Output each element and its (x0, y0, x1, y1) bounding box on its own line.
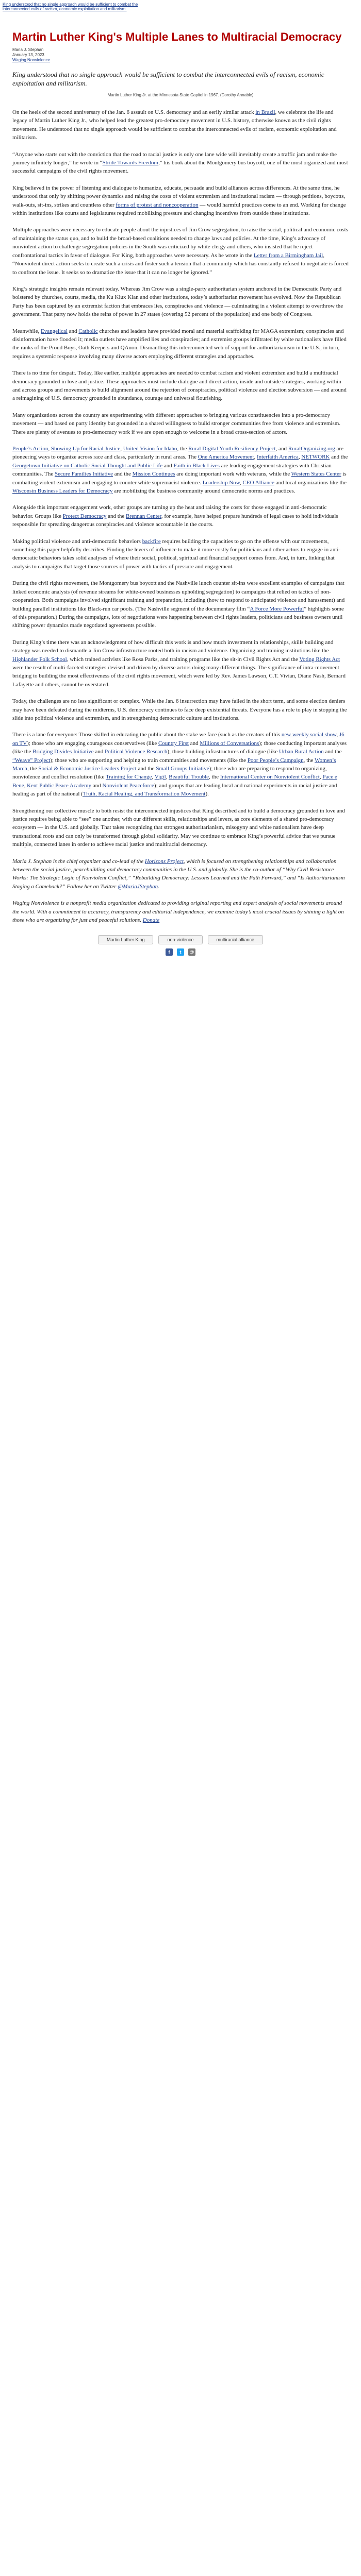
inline-link[interactable]: Donate (142, 917, 160, 924)
text-run: During King’s time there was an acknowledgment of how difficult this work is and how much investment in relationships, skills building and strategy was needed to dismantle a Jim Crow infrastructure rooted both in racism and violence. Organizing and training institutions like the (12, 639, 334, 654)
body-paragraph (12, 731, 349, 798)
inline-link[interactable]: A Force More Powerful (250, 605, 304, 612)
text-run: are leading engagement strategies with Christian communities. The (12, 462, 332, 478)
text-run: , which trained activists like Rosa Parks, and training programs like the sit-in Civil Rights Act and the (67, 656, 300, 663)
inline-link[interactable]: forms of protest and noncooperation (116, 201, 199, 208)
inline-link[interactable]: Secure Families Initiative (54, 471, 113, 478)
body-paragraph (12, 445, 349, 495)
body-paragraph (12, 503, 349, 529)
tag-pill[interactable]: non-violence (158, 935, 202, 944)
body-paragraph (12, 150, 349, 176)
text-run: are mobilizing the business community around democratic norms and practices. (112, 488, 296, 495)
body-paragraph (12, 226, 349, 276)
inline-link[interactable]: Voting Rights Act (299, 656, 340, 663)
inline-link[interactable]: Western States Center (291, 471, 341, 478)
article-title: Martin Luther King's Multiple Lanes to Multiracial Democracy (12, 30, 342, 43)
inline-link[interactable]: Urban Rural Action (278, 749, 324, 755)
text-run: ). (205, 791, 209, 798)
text-run: and (93, 749, 105, 755)
text-run: , (254, 454, 257, 461)
text-run: and (67, 328, 79, 334)
body-paragraph (12, 697, 349, 722)
text-run: ); and groups that are leading local and national experiments in racial justice and healing as part of the national ( (12, 782, 337, 798)
text-run: and the (136, 766, 156, 772)
text-run: Multiple approaches were necessary to educate people about the injustices of Jim Crow segregation, to raise the social, political and economic costs of maintaining the status quo, and to build the broad-based coalitions needed to change laws and policies. At the time, King’s advocacy of nonviolent action to challenge segregation policies in the South was criticized by white clergy and others, who insisted that he reject confrontational tactics in favor of dialogue. For King, both approaches were necessary. As he wrote in the (12, 227, 348, 259)
tag-pill[interactable]: multiracial alliance (208, 935, 264, 944)
text-run: On the heels of the second anniversary of the Jan. 6 assault on U.S. democracy and an eerily similar attack (12, 109, 256, 115)
inline-link[interactable]: Protect Democracy (62, 513, 107, 519)
bio-paragraph (12, 899, 349, 924)
inline-link[interactable]: Truth, Racial Healing, and Transformation Movement (83, 791, 206, 798)
text-run: , (120, 446, 123, 452)
inline-link[interactable]: Wisconsin Business Leaders for Democracy (12, 488, 113, 495)
inline-link[interactable]: Rural Digital Youth Resiliency Project (188, 446, 276, 452)
text-run: Strengthening our collective muscle to both resist the interconnected injustices that King described and to build a democracy grounded in love and justice requires being able to “see” one another, with our different skills, relationships and levers, as core elements of a shared pro-democracy ecosystem — in the U.S. and globally. That takes recognizing that strongest authoritarianism, misogyny and white nationalism have deep transnational roots and can only be transformed through global solidarity. May we continue to embrace King’s powerful advice that we pursue multiple, connected lanes in order to achieve racial justice and multiracial democracy. (12, 807, 345, 848)
inline-link[interactable]: Faith in Black Lives (173, 462, 220, 469)
inline-link[interactable]: One America Movement (198, 454, 254, 461)
text-run: , (166, 774, 169, 781)
inline-link[interactable]: RuralOrganizing.org (288, 446, 335, 452)
inline-link[interactable]: Vigil (154, 774, 166, 781)
inline-link[interactable]: CEO Alliance (242, 479, 274, 486)
text-run: , the (177, 446, 189, 452)
inline-link[interactable]: “Weave” Project (12, 757, 51, 764)
inline-link[interactable]: Bridging Divides Initiative (32, 749, 94, 755)
text-run: ); those building infrastructures of dialogue (like (167, 749, 279, 755)
facebook-icon[interactable]: f (166, 948, 173, 956)
inline-link[interactable]: NETWORK (301, 454, 330, 461)
text-run: and the (106, 513, 126, 519)
text-run: and (91, 782, 103, 789)
text-run: , (48, 446, 51, 452)
inline-link[interactable]: Interfaith America (256, 454, 299, 461)
text-run: . (158, 883, 159, 890)
text-run: , (298, 454, 302, 461)
inline-link[interactable]: Showing Up for Racial Justice (51, 446, 121, 452)
text-run: , which is focused on strengthening relationships and collaboration between the social justice, peacebuilding and democracy communities in the U.S. and globally. She is the co-author of “Why Civil Resistance Works: The Strategic Logic of Nonviolent Conflict,” “Rebuilding Democracy: Lessons Learned and the Path Forward,” and “Is Authoritarianism Staging a Comeback?” Follow her on Twitter (12, 858, 345, 890)
inline-link[interactable]: Catholic (78, 328, 98, 334)
text-run: and (188, 740, 200, 747)
inline-link[interactable]: Women’s March (12, 757, 336, 772)
text-run: Today, the challenges are no less significant or complex. While the Jan. 6 insurrection may have failed in the short term, and some election deniers may have been defeated during the midterms, U.S. democracy continues to face deep existential threats. Everyone has a role to play in stopping the slide into political violence and extremism, and in strengthening democratic culture and institutions. (12, 698, 347, 721)
text-run: King’s strategic insights remain relevant today. Whereas Jim Crow was a single-party authoritarian system anchored in the Democratic Party and bolstered by churches, courts, media, the Ku Klux Klan and other institutions, today’s authoritarian movement has evolved. Now the Republican Party has been captured by an extremist faction that embraces lies, conspiracies and violence — culminating in a violent attempt to overthrow the government. That party now holds the reins of power in 27 states (covering 52 percent of the population) and one body of Congress. (12, 285, 343, 318)
text-run: and the (113, 471, 133, 478)
inline-link[interactable]: Small Groups Initiative (156, 766, 209, 772)
text-run: , (24, 782, 27, 789)
text-run: ); those who are preparing to respond to organizing, nonviolence and conflict resolution (like (12, 766, 327, 781)
inline-link[interactable]: Stride Towards Freedom (102, 160, 158, 166)
tag-pill[interactable]: Martin Luther King (98, 935, 154, 944)
inline-link[interactable]: Mission Continues (132, 471, 175, 478)
text-run: , “Nonviolent direct action seeks to create such a crisis and foster such a tension that a community which has constantly refused to negotiate is forced to confront the issue. It seeks so to dramatize the issue that it can no longer be ignored.” (12, 252, 349, 276)
text-run: and the (323, 749, 342, 755)
text-run: ,” his book about the Montgomery bus boycott, one of the most organized and most successful campaigns of the civil rights movement. (12, 160, 348, 175)
byline (12, 47, 349, 63)
text-run: Meanwhile, (12, 328, 41, 334)
text-run: , (319, 774, 323, 781)
inline-link[interactable]: International Center on Nonviolent Conflict (220, 774, 320, 781)
body-paragraph (12, 369, 349, 403)
text-run: , we celebrate the life and legacy of Martin Luther King Jr., who helped lead the greatest pro-democracy movement in U.S. history, otherwise known as the civil rights movement. He understood that no single approach would be sufficient to combat the interconnected evils of racism, economic exploitation and militarism. (12, 109, 337, 141)
text-run: ); those conducting important analyses (like the (12, 740, 347, 755)
text-run: churches and leaders have provided moral and material scaffolding for MAGA extremism; conspiracies and disinformation have flooded it; media outlets have amplified lies and conspiracies; and extremist groups infiltrated by white nationalists have filled the ranks of the Proud Boys, Oath Keepers and QAnon. Dismantling this interconnected web of support for authoritarianism in the U.S., in turn, requires a systemic response involving many diverse actors employing different strategies and approaches. (12, 328, 347, 360)
twitter-icon[interactable]: t (177, 948, 184, 956)
inline-link[interactable]: backfire (142, 538, 161, 545)
inline-link[interactable]: @MariaJStephan (118, 883, 158, 890)
inline-link[interactable]: Social & Economic Justice Leaders Project (38, 766, 137, 772)
article-lead: King understood that no single approach would be sufficient to combat the interconnected evils of racism, economic exploitation and militarism. (12, 71, 324, 87)
body-paragraph (12, 184, 349, 218)
inline-link[interactable]: in Brazil (255, 109, 275, 115)
inline-link[interactable]: J6 on TV (12, 732, 344, 747)
body-paragraph (12, 108, 349, 142)
email-icon[interactable]: @ (188, 948, 195, 956)
photo-caption: Martin Luther King Jr. at the Minnesota State Capitol in 1967. (Dorothy Annable) (107, 93, 254, 97)
source-link[interactable]: Waging Nonviolence (12, 58, 51, 62)
article-body (12, 108, 349, 849)
inline-link[interactable]: Training for Change (105, 774, 152, 781)
inline-link[interactable]: Kent Public Peace Academy (27, 782, 92, 789)
text-run: During the civil rights movement, the Montgomery bus boycott and the Nashville lunch counter sit-ins were excellent examples of campaigns that linked economic analysis (of revenue streams for white-owned businesses upholding segregation) to campaigns that relied on tactics of non-cooperation. Both campaigns involved significant training and preparation, including (how to respond to anticipated violence and harassment) and building parallel institutions like Black-run car pools. (The Nashville segment of the documentary film “ (12, 580, 345, 612)
text-run: ); those who are engaging courageous conservatives (like (27, 740, 158, 747)
text-run: ” highlights some of this preparation.) During the campaigns, lots of negotiations were happening between civil rights leaders, politicians and business owners until shifting power dynamics made negotiated agreements possible. (12, 605, 344, 629)
inline-link[interactable]: Poor People’s Campaign (247, 757, 304, 764)
inline-link[interactable]: Highlander Folk School (12, 656, 67, 663)
body-paragraph (12, 579, 349, 630)
text-run: , (152, 774, 155, 781)
text-run: Maria J. Stephan is the chief organizer and co-lead of the (12, 858, 145, 865)
text-run: , the (209, 774, 220, 781)
inline-link[interactable]: Pace e Bene (12, 774, 337, 789)
text-run: There is no time for despair. Today, like earlier, multiple approaches are needed to combat racism and violent extremism and build a multiracial democracy grounded in love and justice. These approaches must include dialogue and direct action, inside and outside strategies, working within and across groups and movements to build alignment around the rejection of conspiracies, political violence and election subversion — and around a reimagining of U.S. democracy grounded in abundance, courage and universal flourishing. (12, 370, 347, 402)
inline-link[interactable]: new weekly social show (281, 732, 337, 738)
text-run: requires building the capacities to go on the offense with our movements, something this paper helpfully describes. Finding the levers of influence to make it more costly for politicians and other actors to engage in anti-democratic behaviors takes solid analyses of where their social, political, spiritual and financial support comes from. And, in turn, linking that analysis to campaigns that target those sources of power with tactics of pressure and engagement. (12, 538, 340, 570)
body-paragraph (12, 537, 349, 571)
text-run: Alongside this important engagement work, other groups are turning up the heat and raising the costs for those engaged in anti-democratic behavior. Groups like (12, 504, 327, 519)
inline-link[interactable]: Letter from a Birmingham Jail (253, 252, 323, 259)
text-run: , (240, 479, 243, 486)
inline-link[interactable]: Brennan Center (125, 513, 161, 519)
text-run: King believed in the power of listening and dialogue to humanize, educate, persuade and build alliances across differences. At the same time, he understood that only by shifting power dynamics and raising the costs of violent extremism and institutional racism — through petitions, boycotts, walk-outs, sit-ins, strikes and countless other (12, 184, 346, 208)
publish-date: January 13, 2023 (12, 53, 44, 57)
text-run: , and (275, 446, 288, 452)
inline-link[interactable]: Georgetown Initiative on Catholic Social Thought and Public Life (12, 462, 163, 469)
text-run: and (162, 462, 174, 469)
inline-link[interactable]: Nonviolent Peaceforce (102, 782, 154, 789)
inline-link[interactable]: Horizons Project (144, 858, 184, 865)
text-run: are pioneering ways to organize across race and class, particularly in rural areas. The (12, 446, 343, 461)
inline-link[interactable]: Leadership Now (202, 479, 240, 486)
body-paragraph (12, 638, 349, 689)
author-name: Maria J. Stephan (12, 47, 44, 52)
text-run: is combatting violent extremism and engaging to counter white supremacist violence. (12, 471, 347, 486)
text-run: and the (330, 454, 348, 461)
body-paragraph (12, 807, 349, 849)
text-run: Waging Nonviolence is a nonprofit media organization dedicated to providing original reporting and expert analysis of social movements around the world. With a commitment to accuracy, transparency and editorial independence, we examine today’s most crucial issues by shining a light on those who are organizing for just and peaceful solutions. (12, 900, 344, 924)
inline-link[interactable]: United Vision for Idaho (123, 446, 177, 452)
text-run: ); those who are supporting and helping to train communities and movements (like the (50, 757, 248, 764)
bio-paragraph (12, 857, 349, 891)
inline-link[interactable]: Political Violence Research (105, 749, 168, 755)
text-run: , (336, 732, 339, 738)
body-paragraph (12, 285, 349, 319)
text-run: Many organizations across the country are experimenting with different approaches to bringing various constituencies into a pro-democracy movement — and based on party identity but grounded in a shared willingness to build stronger communities free from violence and extremism. There are plenty of avenues to pro-democracy work if we are open enough to welcome in a broad cross-section of actors. (12, 412, 341, 435)
text-run: were the result of multi-faceted strategies devised and driven by diverse actors doing many different things. The significance of intra-movement bridging to building the most effectiveness of the civil rights movement, which were led by Rev. James Lawson, C.T. Vivian, Diane Nash, Bernard Lafayette and others, cannot be overstated. (12, 664, 346, 688)
text-run: There is a lane for everyone: Those skilled in educating the public about the stake we face (such as the creators of this (12, 732, 282, 738)
inline-link[interactable]: Evangelical (40, 328, 68, 334)
body-paragraph (12, 411, 349, 436)
inline-link[interactable]: Beautiful Trouble (169, 774, 209, 781)
text-run: , for example, have helped prepare hundreds of legal cases to hold individuals responsible for spreading dangerous conspiracies and violence accountable in the courts. (12, 513, 338, 528)
author-bio (12, 857, 349, 925)
inline-link[interactable]: Millions of Conversations (200, 740, 259, 747)
inline-link[interactable]: Country First (158, 740, 189, 747)
article (12, 31, 349, 956)
text-run: Making political violence and anti-democratic behaviors (12, 538, 142, 545)
text-run: are doing important work with veterans, while the (175, 471, 291, 478)
inline-link[interactable]: People’s Action (12, 446, 48, 452)
text-run: and local organizations like the (274, 479, 347, 486)
body-paragraph (12, 327, 349, 361)
text-run: , the (27, 766, 39, 772)
share-bar (12, 948, 349, 956)
top-quote-link[interactable]: King understood that no single approach would be sufficient to combat the interconnected evils of racism, economic exploitation and militarism. (3, 2, 138, 11)
text-run: , the (303, 757, 315, 764)
tag-list (12, 935, 349, 944)
text-run: — would harmful practices come to an end. Working for change within institutions like courts and legislatures required mobilizing pressure and changing incentives from outside these institutions. (12, 201, 346, 217)
text-run: “Anyone who starts out with the conviction that the road to racial justice is only one lane wide will inevitably create a traffic jam and make the journey infinitely longer,” he wrote in “ (12, 151, 337, 166)
